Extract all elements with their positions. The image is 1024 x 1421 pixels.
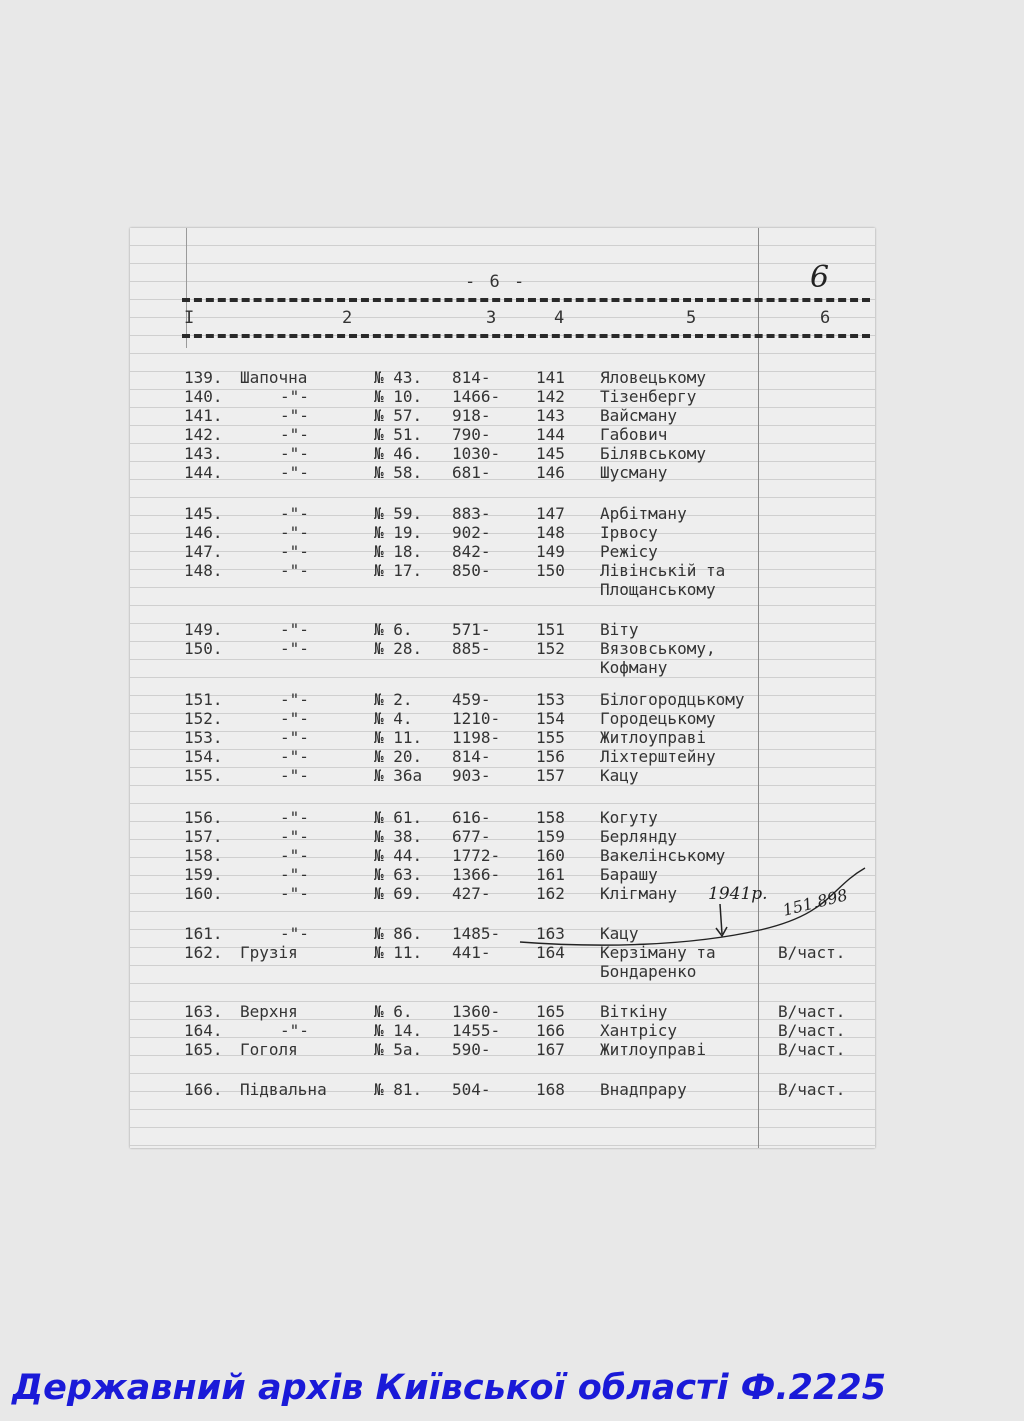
note: В/част. <box>778 1040 846 1059</box>
street-name: Грузія <box>240 943 298 962</box>
entry-number: 150. <box>184 639 223 658</box>
house-number: № 59. <box>374 504 423 523</box>
entry-number: 140. <box>184 387 223 406</box>
entry-number: 141. <box>184 406 223 425</box>
owner-name: Когуту <box>600 808 658 827</box>
record-number: 161 <box>536 865 565 884</box>
record-number: 147 <box>536 504 565 523</box>
street-name: -"- <box>280 561 309 580</box>
house-number: № 38. <box>374 827 423 846</box>
entry-number: 151. <box>184 690 223 709</box>
entry-number: 156. <box>184 808 223 827</box>
owner-name: Білявському <box>600 444 706 463</box>
amount: 790- <box>452 425 491 444</box>
owner-name: Внадпрару <box>600 1080 687 1099</box>
entry-number: 161. <box>184 924 223 943</box>
record-number: 142 <box>536 387 565 406</box>
house-number: № 57. <box>374 406 423 425</box>
street-name: Підвальна <box>240 1080 327 1099</box>
street-name: -"- <box>280 444 309 463</box>
owner-name: Керзіману та <box>600 943 716 962</box>
owner-name: Вайсману <box>600 406 678 425</box>
page-number: - 6 - <box>465 272 527 292</box>
owner-name: Клігману <box>600 884 678 903</box>
street-name: Гоголя <box>240 1040 298 1059</box>
note: В/част. <box>778 943 846 962</box>
house-number: № 2. <box>374 690 413 709</box>
entry-number: 147. <box>184 542 223 561</box>
amount: 814- <box>452 747 491 766</box>
owner-name: Тізенбергу <box>600 387 697 406</box>
amount: 885- <box>452 639 491 658</box>
house-number: № 4. <box>374 709 413 728</box>
amount: 1772- <box>452 846 501 865</box>
record-number: 166 <box>536 1021 565 1040</box>
record-number: 143 <box>536 406 565 425</box>
owner-name: Ірвосу <box>600 523 658 542</box>
house-number: № 36а <box>374 766 423 785</box>
handwritten-year: 1941р. <box>708 884 768 904</box>
owner-name: Кацу <box>600 924 639 943</box>
owner-name: Хантрісу <box>600 1021 678 1040</box>
amount: 1485- <box>452 924 501 943</box>
entry-number: 149. <box>184 620 223 639</box>
owner-name: Віту <box>600 620 639 639</box>
owner-name: Арбітману <box>600 504 687 523</box>
record-number: 164 <box>536 943 565 962</box>
house-number: № 11. <box>374 728 423 747</box>
handwritten-page-number: 6 <box>810 260 830 295</box>
record-number: 152 <box>536 639 565 658</box>
house-number: № 61. <box>374 808 423 827</box>
street-name: -"- <box>280 523 309 542</box>
house-number: № 11. <box>374 943 423 962</box>
handwritten-annotation-lines <box>130 228 875 1148</box>
owner-name: Кофману <box>600 658 668 677</box>
note: В/част. <box>778 1002 846 1021</box>
amount: 918- <box>452 406 491 425</box>
house-number: № 6. <box>374 1002 413 1021</box>
record-number: 149 <box>536 542 565 561</box>
street-name: -"- <box>280 620 309 639</box>
owner-name: Житлоуправі <box>600 1040 706 1059</box>
street-name: -"- <box>280 808 309 827</box>
column-header-2: 2 <box>342 308 353 328</box>
amount: 883- <box>452 504 491 523</box>
amount: 459- <box>452 690 491 709</box>
record-number: 162 <box>536 884 565 903</box>
house-number: № 18. <box>374 542 423 561</box>
entry-number: 139. <box>184 368 223 387</box>
handwritten-stroke <box>520 868 865 945</box>
record-number: 150 <box>536 561 565 580</box>
owner-name: Житлоуправі <box>600 728 706 747</box>
amount: 1366- <box>452 865 501 884</box>
record-number: 165 <box>536 1002 565 1021</box>
owner-name: Габович <box>600 425 668 444</box>
street-name: -"- <box>280 504 309 523</box>
record-number: 158 <box>536 808 565 827</box>
street-name: -"- <box>280 425 309 444</box>
entry-number: 163. <box>184 1002 223 1021</box>
street-name: -"- <box>280 542 309 561</box>
owner-name: Кацу <box>600 766 639 785</box>
house-number: № 58. <box>374 463 423 482</box>
street-name: -"- <box>280 884 309 903</box>
amount: 903- <box>452 766 491 785</box>
entry-number: 160. <box>184 884 223 903</box>
house-number: № 20. <box>374 747 423 766</box>
record-number: 141 <box>536 368 565 387</box>
amount: 427- <box>452 884 491 903</box>
entry-number: 159. <box>184 865 223 884</box>
record-number: 167 <box>536 1040 565 1059</box>
amount: 1360- <box>452 1002 501 1021</box>
note: В/част. <box>778 1080 846 1099</box>
street-name: -"- <box>280 865 309 884</box>
amount: 590- <box>452 1040 491 1059</box>
house-number: № 86. <box>374 924 423 943</box>
owner-name: Яловецькому <box>600 368 706 387</box>
street-name: -"- <box>280 709 309 728</box>
amount: 814- <box>452 368 491 387</box>
record-number: 160 <box>536 846 565 865</box>
entry-number: 166. <box>184 1080 223 1099</box>
amount: 571- <box>452 620 491 639</box>
owner-name: Барашу <box>600 865 658 884</box>
street-name: -"- <box>280 463 309 482</box>
house-number: № 43. <box>374 368 423 387</box>
entry-number: 146. <box>184 523 223 542</box>
entry-number: 164. <box>184 1021 223 1040</box>
house-number: № 10. <box>374 387 423 406</box>
owner-name: Вакелінському <box>600 846 726 865</box>
record-number: 155 <box>536 728 565 747</box>
house-number: № 51. <box>374 425 423 444</box>
record-number: 159 <box>536 827 565 846</box>
street-name: -"- <box>280 766 309 785</box>
amount: 1210- <box>452 709 501 728</box>
amount: 1466- <box>452 387 501 406</box>
owner-name: Берлянду <box>600 827 678 846</box>
owner-name: Шусману <box>600 463 668 482</box>
owner-name: Лівінській та <box>600 561 726 580</box>
street-name: -"- <box>280 406 309 425</box>
column-header-5: 5 <box>686 308 697 328</box>
amount: 1455- <box>452 1021 501 1040</box>
amount: 1030- <box>452 444 501 463</box>
entry-number: 165. <box>184 1040 223 1059</box>
entry-number: 153. <box>184 728 223 747</box>
record-number: 148 <box>536 523 565 542</box>
record-number: 168 <box>536 1080 565 1099</box>
owner-name: Віткіну <box>600 1002 668 1021</box>
house-number: № 17. <box>374 561 423 580</box>
house-number: № 5а. <box>374 1040 423 1059</box>
amount: 441- <box>452 943 491 962</box>
archive-caption: Державний архів Київської області Ф.2225 <box>12 1368 887 1408</box>
amount: 1198- <box>452 728 501 747</box>
entry-number: 142. <box>184 425 223 444</box>
amount: 681- <box>452 463 491 482</box>
house-number: № 63. <box>374 865 423 884</box>
owner-name: Ліхтерштейну <box>600 747 716 766</box>
entry-number: 152. <box>184 709 223 728</box>
entry-number: 162. <box>184 943 223 962</box>
entry-number: 155. <box>184 766 223 785</box>
street-name: Шапочна <box>240 368 308 387</box>
street-name: Верхня <box>240 1002 298 1021</box>
record-number: 154 <box>536 709 565 728</box>
entry-number: 154. <box>184 747 223 766</box>
owner-name: Режісу <box>600 542 658 561</box>
owner-name: Городецькому <box>600 709 716 728</box>
street-name: -"- <box>280 747 309 766</box>
house-number: № 46. <box>374 444 423 463</box>
amount: 504- <box>452 1080 491 1099</box>
street-name: -"- <box>280 728 309 747</box>
house-number: № 6. <box>374 620 413 639</box>
column-header-6: 6 <box>820 308 831 328</box>
entry-number: 144. <box>184 463 223 482</box>
entry-number: 145. <box>184 504 223 523</box>
record-number: 144 <box>536 425 565 444</box>
amount: 842- <box>452 542 491 561</box>
record-number: 151 <box>536 620 565 639</box>
note: В/част. <box>778 1021 846 1040</box>
record-number: 157 <box>536 766 565 785</box>
column-header-4: 4 <box>554 308 565 328</box>
street-name: -"- <box>280 690 309 709</box>
entry-number: 148. <box>184 561 223 580</box>
amount: 850- <box>452 561 491 580</box>
record-number: 153 <box>536 690 565 709</box>
amount: 902- <box>452 523 491 542</box>
street-name: -"- <box>280 924 309 943</box>
house-number: № 81. <box>374 1080 423 1099</box>
document-sheet <box>130 228 875 1148</box>
house-number: № 28. <box>374 639 423 658</box>
entry-number: 157. <box>184 827 223 846</box>
owner-name: Вязовському, <box>600 639 716 658</box>
street-name: -"- <box>280 387 309 406</box>
street-name: -"- <box>280 1021 309 1040</box>
street-name: -"- <box>280 827 309 846</box>
column-header-3: 3 <box>486 308 497 328</box>
handwritten-arrow-line <box>720 904 722 934</box>
house-number: № 44. <box>374 846 423 865</box>
handwritten-number: 151.898 <box>780 885 850 920</box>
amount: 616- <box>452 808 491 827</box>
street-name: -"- <box>280 639 309 658</box>
record-number: 156 <box>536 747 565 766</box>
column-header-1: I <box>184 308 195 328</box>
entry-number: 158. <box>184 846 223 865</box>
amount: 677- <box>452 827 491 846</box>
record-number: 146 <box>536 463 565 482</box>
record-number: 163 <box>536 924 565 943</box>
owner-name: Бондаренко <box>600 962 697 981</box>
owner-name: Площанському <box>600 580 716 599</box>
entry-number: 143. <box>184 444 223 463</box>
record-number: 145 <box>536 444 565 463</box>
owner-name: Білогородцькому <box>600 690 745 709</box>
house-number: № 69. <box>374 884 423 903</box>
house-number: № 14. <box>374 1021 423 1040</box>
street-name: -"- <box>280 846 309 865</box>
house-number: № 19. <box>374 523 423 542</box>
